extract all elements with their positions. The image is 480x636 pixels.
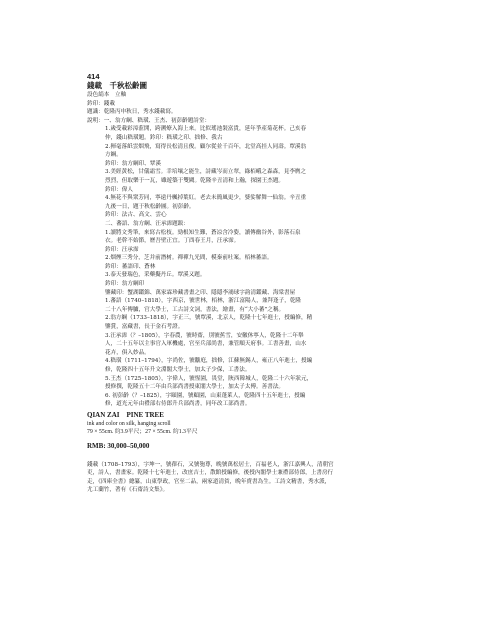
- medium-english: ink and color on silk, hanging scroll: [87, 420, 171, 427]
- note-line: 鈐印：蕃語印、蒼林: [105, 263, 156, 270]
- title-chinese: 錢載 千秋松齡圖: [87, 81, 147, 90]
- note-line: 1.蕃語（1740–1818），字西京，號世林，栢林，浙江富陽人，兼拜逢子，乾隆: [105, 298, 302, 305]
- note-line: 二、蕃語、翁方綱、汪承霈題跋：: [105, 220, 189, 227]
- note-line: 鑒賞，富藏書，長于金石考證。: [105, 324, 184, 331]
- note-line: 2.烟煙三秀分，芝并前潛树。禪禪九光間，模秦前吐案。栢林蕃語。: [105, 255, 273, 262]
- note-line: 2.揮毫落紙雲烟飛，寫得長松清且俊。顧尔從並千百年，北堂高挂人同壽。覃溪翁: [105, 143, 307, 150]
- note-line: 3.汪承霈（？–1805），字春農，號時齋，別號蕉雪，安徽休寧人，乾隆十二年舉: [105, 332, 304, 339]
- notes-section: [87, 117, 397, 409]
- bio-line: 吏，詩人，書畫家。乾隆十七年進士，改庶吉士，散館授編修，後授內閣學士兼禮部侍郎，上書房行: [87, 470, 334, 477]
- note-line: 方綱。: [105, 152, 122, 159]
- dimensions: 79 × 55cm. 約3.9平尺；27 × 55cm. 約1.3平尺: [87, 428, 198, 435]
- artist-biography: [87, 461, 397, 494]
- note-line: 鈐印：翁方綱印: [105, 281, 145, 288]
- note-line: 修，乾隆四十五年升文淵閣大學士，加太子少保，工書法。: [105, 367, 251, 373]
- note-line: 鑒藏印：蟹湖鑑錦、萬家霖珍藏書畫之印、隱隱李鴻球字韵清鑑藏、海棠書屋: [105, 289, 296, 296]
- medium-chinese: 設色絹本 立軸: [87, 92, 127, 98]
- note-line: 3.美經黃松，甘儀霜雪。幸培壤之能生，詩藏岑而立翠，綠栢峨之森森，見李膺之: [105, 169, 307, 176]
- estimate: RMB: 30,000–50,000: [87, 441, 150, 450]
- note-line: 2.翁方綱（1733–1818），字正三，號覃溪，北京人，乾隆十七年進士，授編修，精: [105, 315, 313, 322]
- note-line: 1.讀將文秀筆，來寫古松枝。勁根知生難，蒼凉含冷姿，讀傳幽谷外，影落石泉: [105, 229, 301, 236]
- note-line: 鈐印：汪承霈: [105, 246, 139, 253]
- bio-line: 尤工蘭竹，著有《石齋詩文集》。: [87, 486, 169, 493]
- lot-number: 414: [87, 72, 100, 81]
- note-line: 九後一日，題于秋松齡圖。初彭齡。: [105, 203, 195, 210]
- note-line: 4.無花不與衆芳同，寧遠丹楓掉葉紅。老去未簡風更少，婆娑解舞一仙翁。辛丑重: [105, 195, 307, 202]
- note-line: 3.泰天發瑞色，采藥擬丹丘。覃溪又題。: [105, 272, 206, 279]
- bio-line: 走，《四庫全書》總纂，山東學政，官至二品，兩家道清貧，晚年賣書為生。工詩文精書，秀水派，: [87, 478, 331, 485]
- note-line: 授修撰，乾隆五十二年由兵部尚書授東閣大學士，加太子太傅。善書法。: [105, 384, 285, 391]
- note-line: 鈐印：翁方綱印、覃溪: [105, 160, 161, 167]
- note-line: 6. 初彭齡（？–1825），字頤園，號頤園，山東蓬萊人，乾隆四十五年進士，授編: [105, 392, 306, 399]
- note-line: 5.王杰（1725–1805），字偉人，號惺園，畏堂，陝西韓城人，乾隆二十六年狀元，: [105, 375, 313, 382]
- note-line: 二十八年傳臚，官大學士，工古詩文詞，書法，繪畫，有“大小蕃”之稱。: [105, 306, 285, 313]
- seal-line: 鈐印：錢載: [87, 100, 115, 107]
- note-line: 修，道光元年由禮部右侍郎升兵部尚書，同年改工部尚書。: [105, 401, 251, 408]
- note-line: 仲，錢山嵇璜題。鈐印：嵇璜之印、拙修、我古: [105, 134, 223, 141]
- note-line: 說明：一、翁方綱、嵇璜、王杰、初彭齡題詩堂：: [87, 117, 211, 124]
- bio-line: 錢載（1708–1793），字坤一，號蘀石，又號匏尊，晚號萬松居士，百福老人，浙江嘉興人，清朝官: [87, 461, 334, 468]
- note-line: 1.歲受載彩漳蒞開，跨溯燎入海上來。比似瑤池裝富貴，延年爭產菊花杯。己亥春: [105, 126, 307, 133]
- note-line: 4.嵇璜（1711–1794），字尚佐，號黻庭，拙修，江蘇無錫人，雍正八年進士，授編: [105, 358, 313, 365]
- note-line: 花卉，俱入妙品。: [105, 349, 150, 356]
- inscription-line: 題識：乾隆丙申秋日，秀水錢載寫。: [87, 109, 177, 116]
- note-line: 衣。老幹不始節，歷吾壁正宜。丁酉春王月，汪承霈。: [105, 238, 240, 245]
- note-line: 人，二十五年以主事官入軍機處，官至兵部尚書，兼管順天府事。工書善畫，山水: [105, 341, 307, 348]
- note-line: 烈烈，但取樂于一瓦，雖遊築于雙闕。乾隆辛丑清和上瀚，探園王杰題。: [105, 177, 285, 184]
- note-line: 鈐印：法古、高文、雲心: [105, 212, 167, 219]
- catalog-entry: [87, 72, 397, 494]
- note-line: 鈐印：偉人: [105, 186, 133, 193]
- title-english: QIAN ZAI PINE TREE: [87, 410, 164, 419]
